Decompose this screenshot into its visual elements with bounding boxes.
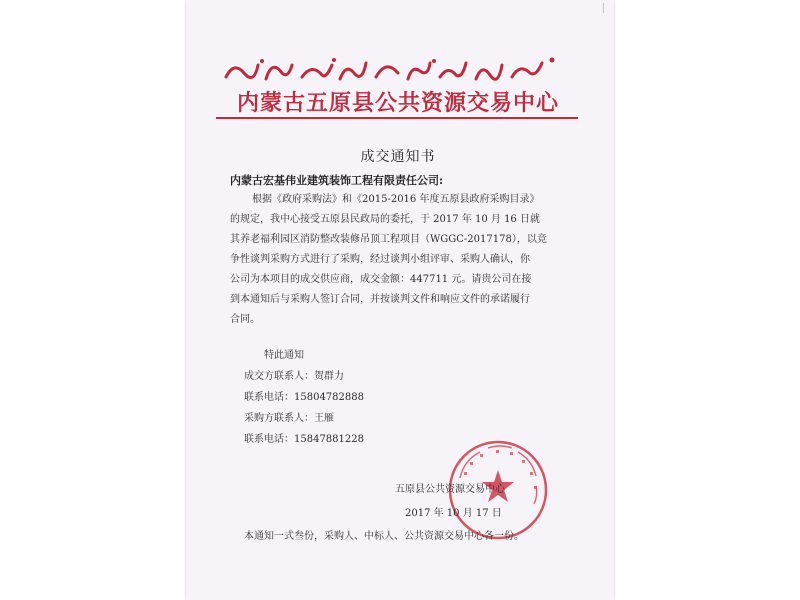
signing-organization: 五原县公共资源交易中心	[395, 484, 505, 495]
contact-label: 联系电话：	[244, 434, 294, 445]
page-edge-mark	[603, 3, 612, 13]
letterhead-rule	[216, 117, 578, 119]
body-line: 根据《政府采购法》和《2015-2016 年度五原县政府采购目录》	[252, 194, 540, 205]
closing-remark: 特此通知	[264, 350, 304, 361]
body-line: 合同。	[230, 314, 260, 325]
copies-footnote: 本通知一式叁份，采购人、中标人、公共资源交易中心各一份。	[244, 531, 524, 542]
document-title: 成交通知书	[360, 149, 436, 165]
contact-line	[244, 408, 544, 429]
contact-label: 联系电话：	[244, 392, 294, 403]
contact-value: 15804782888	[294, 392, 364, 403]
contact-value: 贺群力	[314, 371, 344, 382]
contact-label: 采购方联系人：	[244, 413, 314, 424]
contact-line	[244, 387, 544, 408]
contact-value: 王雁	[314, 413, 334, 424]
contact-block	[244, 345, 544, 450]
body-line: 争性谈判采购方式进行了采购，经过谈判小组评审、采购人确认，你	[230, 254, 530, 265]
body-line: 公司为本项目的成交供应商，成交金额：447711 元。请贵公司在接	[230, 274, 532, 285]
contact-label: 成交方联系人：	[244, 371, 314, 382]
signing-date: 2017 年 10 月 17 日	[405, 508, 502, 519]
mongolian-script-logo	[222, 55, 558, 85]
body-line: 到本通知后与采购人签订合同，并按谈判文件和响应文件的承诺履行	[230, 294, 530, 305]
notice-body	[230, 190, 570, 330]
org-name: 内蒙古五原县公共资源交易中心	[236, 90, 559, 116]
contact-value: 15847881228	[294, 434, 364, 445]
contact-line	[244, 366, 544, 387]
addressee: 内蒙古宏基伟业建筑装饰工程有限责任公司:	[230, 174, 444, 187]
body-line: 的规定，我中心接受五原县民政局的委托，于 2017 年 10 月 16 日就	[230, 214, 540, 225]
body-line: 其养老福利园区消防整改装修吊顶工程项目（WGGC-2017178），以竞	[230, 234, 547, 245]
